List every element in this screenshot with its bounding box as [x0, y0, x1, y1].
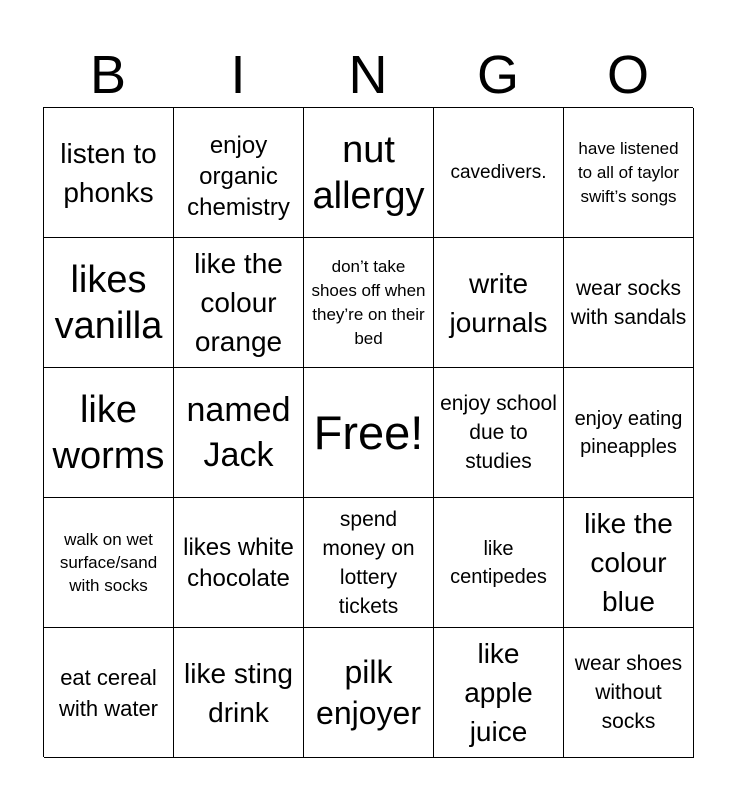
- cell-text: like centipedes: [450, 537, 547, 588]
- bingo-cell[interactable]: [174, 108, 304, 238]
- cell-text: listen to phonks: [60, 137, 157, 208]
- cell-text: enjoy organic chemistry: [187, 132, 290, 221]
- bingo-cell[interactable]: [44, 368, 174, 498]
- cell-text: nut allergy: [312, 128, 425, 217]
- bingo-cell[interactable]: [304, 108, 434, 238]
- cell-text: like apple juice: [464, 638, 533, 747]
- bingo-cell[interactable]: [304, 628, 434, 758]
- header-letter-g: G: [476, 45, 519, 105]
- cell-text: like the colour orange: [194, 248, 283, 357]
- cell-text: cavedivers.: [450, 161, 547, 183]
- cell-text: wear socks with sandals: [570, 276, 687, 329]
- bingo-cell[interactable]: [564, 368, 694, 498]
- bingo-cell[interactable]: [434, 498, 564, 628]
- bingo-cell[interactable]: [564, 628, 694, 758]
- cell-text: eat cereal with water: [58, 664, 159, 721]
- cell-text: enjoy eating pineapples: [574, 407, 683, 458]
- cell-text: likes white chocolate: [183, 533, 294, 592]
- cell-text: spend money on lottery tickets: [322, 507, 415, 618]
- bingo-cell[interactable]: [434, 108, 564, 238]
- cell-text: named Jack: [186, 390, 291, 474]
- cell-text: likes vanilla: [54, 258, 163, 347]
- bingo-board: [43, 107, 693, 757]
- bingo-cell[interactable]: [44, 628, 174, 758]
- cell-text: like the colour blue: [584, 508, 673, 617]
- header-letter-o: O: [606, 45, 649, 105]
- bingo-cell[interactable]: [44, 498, 174, 628]
- cell-text: don’t take shoes off when they’re on their bed: [311, 256, 426, 348]
- cell-text: like sting drink: [184, 657, 293, 728]
- bingo-cell[interactable]: [44, 238, 174, 368]
- cell-text: walk on wet surface/sand with socks: [59, 530, 158, 595]
- cell-text: pilk enjoyer: [316, 653, 421, 731]
- bingo-cell[interactable]: [174, 628, 304, 758]
- bingo-cell[interactable]: [564, 498, 694, 628]
- cell-text: have listened to all of taylor swift’s songs: [577, 138, 680, 206]
- bingo-cell[interactable]: [44, 108, 174, 238]
- bingo-cell[interactable]: [564, 238, 694, 368]
- bingo-cell[interactable]: [434, 238, 564, 368]
- cell-text: enjoy school due to studies: [440, 392, 557, 473]
- header-letter-b: B: [89, 45, 127, 105]
- bingo-cell[interactable]: [304, 238, 434, 368]
- bingo-cell[interactable]: [174, 498, 304, 628]
- header-letter-n: N: [348, 45, 388, 105]
- bingo-cell[interactable]: [304, 368, 434, 498]
- header-letter-i: I: [230, 45, 246, 105]
- bingo-cell[interactable]: [304, 498, 434, 628]
- cell-text: wear shoes without socks: [574, 652, 683, 733]
- bingo-cell[interactable]: [174, 368, 304, 498]
- bingo-header: [43, 42, 693, 108]
- bingo-cell[interactable]: [564, 108, 694, 238]
- free-space: Free!: [313, 405, 424, 459]
- bingo-cell[interactable]: [174, 238, 304, 368]
- bingo-cell[interactable]: [434, 628, 564, 758]
- bingo-cell[interactable]: [434, 368, 564, 498]
- cell-text: write journals: [449, 267, 548, 338]
- cell-text: like worms: [52, 388, 165, 477]
